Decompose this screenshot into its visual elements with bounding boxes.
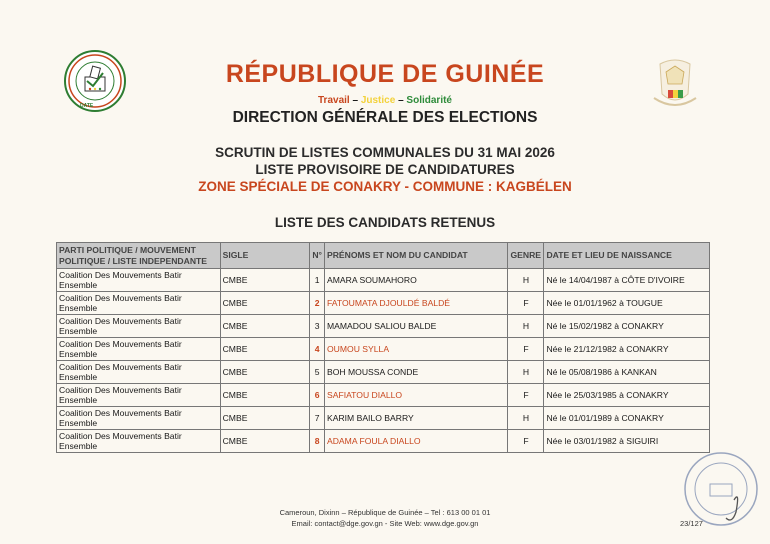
table-row bbox=[57, 430, 710, 453]
table-header-row bbox=[57, 243, 710, 269]
party-cell: Coalition Des Mouvements Batir Ensemble bbox=[57, 338, 221, 361]
genre-cell: H bbox=[508, 407, 544, 430]
candidate-name-cell: SAFIATOU DIALLO bbox=[324, 384, 507, 407]
table-row bbox=[57, 292, 710, 315]
num-cell: 2 bbox=[310, 292, 325, 315]
genre-cell: H bbox=[508, 361, 544, 384]
sigle-cell: CMBE bbox=[220, 269, 310, 292]
party-cell: Coalition Des Mouvements Batir Ensemble bbox=[57, 407, 221, 430]
header-name: PRÉNOMS ET NOM DU CANDIDAT bbox=[324, 243, 507, 269]
candidate-name-cell: ADAMA FOULA DIALLO bbox=[324, 430, 507, 453]
table-row bbox=[57, 407, 710, 430]
num-cell: 8 bbox=[310, 430, 325, 453]
genre-cell: F bbox=[508, 292, 544, 315]
party-cell: Coalition Des Mouvements Batir Ensemble bbox=[57, 361, 221, 384]
country-title: RÉPUBLIQUE DE GUINÉE bbox=[225, 60, 545, 88]
page-number: 23/127 bbox=[680, 519, 703, 528]
table-row bbox=[57, 269, 710, 292]
genre-cell: F bbox=[508, 338, 544, 361]
candidate-name-cell: KARIM BAILO BARRY bbox=[324, 407, 507, 430]
candidate-name-cell: AMARA SOUMAHORO bbox=[324, 269, 507, 292]
party-cell: Coalition Des Mouvements Batir Ensemble bbox=[57, 292, 221, 315]
candidates-table bbox=[56, 242, 710, 453]
header-genre: GENRE bbox=[508, 243, 544, 269]
birth-cell: Né le 01/01/1989 à CONAKRY bbox=[544, 407, 710, 430]
sigle-cell: CMBE bbox=[220, 315, 310, 338]
sigle-cell: CMBE bbox=[220, 361, 310, 384]
birth-cell: Née le 01/01/1962 à TOUGUE bbox=[544, 292, 710, 315]
header-party: PARTI POLITIQUE / MOUVEMENT POLITIQUE / LISTE INDEPENDANTE bbox=[57, 243, 221, 269]
birth-cell: Né le 15/02/1982 à CONAKRY bbox=[544, 315, 710, 338]
party-cell: Coalition Des Mouvements Batir Ensemble bbox=[57, 269, 221, 292]
sigle-cell: CMBE bbox=[220, 338, 310, 361]
candidate-name-cell: FATOUMATA DJOULDÉ BALDÉ bbox=[324, 292, 507, 315]
genre-cell: H bbox=[508, 269, 544, 292]
sigle-cell: CMBE bbox=[220, 407, 310, 430]
header-sigle: SIGLE bbox=[220, 243, 310, 269]
candidate-name-cell: BOH MOUSSA CONDE bbox=[324, 361, 507, 384]
party-cell: Coalition Des Mouvements Batir Ensemble bbox=[57, 315, 221, 338]
footer-address: Cameroun, Dixinn – République de Guinée – Tel : 613 00 01 01 bbox=[279, 508, 491, 517]
num-cell: 6 bbox=[310, 384, 325, 407]
genre-cell: F bbox=[508, 384, 544, 407]
footer-contact: Email: contact@dge.gov.gn - Site Web: www.dge.gov.gn bbox=[291, 519, 479, 528]
birth-cell: Né le 05/08/1986 à KANKAN bbox=[544, 361, 710, 384]
table-row bbox=[57, 361, 710, 384]
candidate-name-cell: MAMADOU SALIOU BALDE bbox=[324, 315, 507, 338]
genre-cell: H bbox=[508, 315, 544, 338]
num-cell: 7 bbox=[310, 407, 325, 430]
birth-cell: Née le 21/12/1982 à CONAKRY bbox=[544, 338, 710, 361]
birth-cell: Née le 25/03/1985 à CONAKRY bbox=[544, 384, 710, 407]
table-row bbox=[57, 338, 710, 361]
party-cell: Coalition Des Mouvements Batir Ensemble bbox=[57, 384, 221, 407]
liste-provisoire-title: LISTE PROVISOIRE DE CANDIDATURES bbox=[255, 162, 515, 177]
motto-justice: Justice bbox=[360, 95, 396, 106]
section-title: LISTE DES CANDIDATS RETENUS bbox=[274, 215, 496, 230]
sigle-cell: CMBE bbox=[220, 384, 310, 407]
table-row bbox=[57, 315, 710, 338]
scrutin-title: SCRUTIN DE LISTES COMMUNALES DU 31 MAI 2026 bbox=[215, 145, 555, 160]
num-cell: 5 bbox=[310, 361, 325, 384]
candidate-name-cell: OUMOU SYLLA bbox=[324, 338, 507, 361]
motto-sep: – bbox=[349, 95, 361, 106]
num-cell: 4 bbox=[310, 338, 325, 361]
motto-solidarite: Solidarité bbox=[406, 95, 452, 106]
birth-cell: Née le 03/01/1982 à SIGUIRI bbox=[544, 430, 710, 453]
party-cell: Coalition Des Mouvements Batir Ensemble bbox=[57, 430, 221, 453]
logo-caption: DATE bbox=[80, 103, 94, 109]
sigle-cell: CMBE bbox=[220, 430, 310, 453]
direction-title: DIRECTION GÉNÉRALE DES ELECTIONS bbox=[232, 109, 538, 126]
motto-travail: Travail bbox=[318, 95, 350, 106]
sigle-cell: CMBE bbox=[220, 292, 310, 315]
num-cell: 1 bbox=[310, 269, 325, 292]
genre-cell: F bbox=[508, 430, 544, 453]
zone-title: ZONE SPÉCIALE DE CONAKRY - COMMUNE : KAGBÉLEN bbox=[198, 179, 572, 194]
table-row bbox=[57, 384, 710, 407]
header-birth: DATE ET LIEU DE NAISSANCE bbox=[544, 243, 710, 269]
header-num: N° bbox=[310, 243, 325, 269]
motto-sep: – bbox=[395, 95, 407, 106]
national-motto bbox=[0, 95, 770, 106]
birth-cell: Né le 14/04/1987 à CÔTE D'IVOIRE bbox=[544, 269, 710, 292]
num-cell: 3 bbox=[310, 315, 325, 338]
